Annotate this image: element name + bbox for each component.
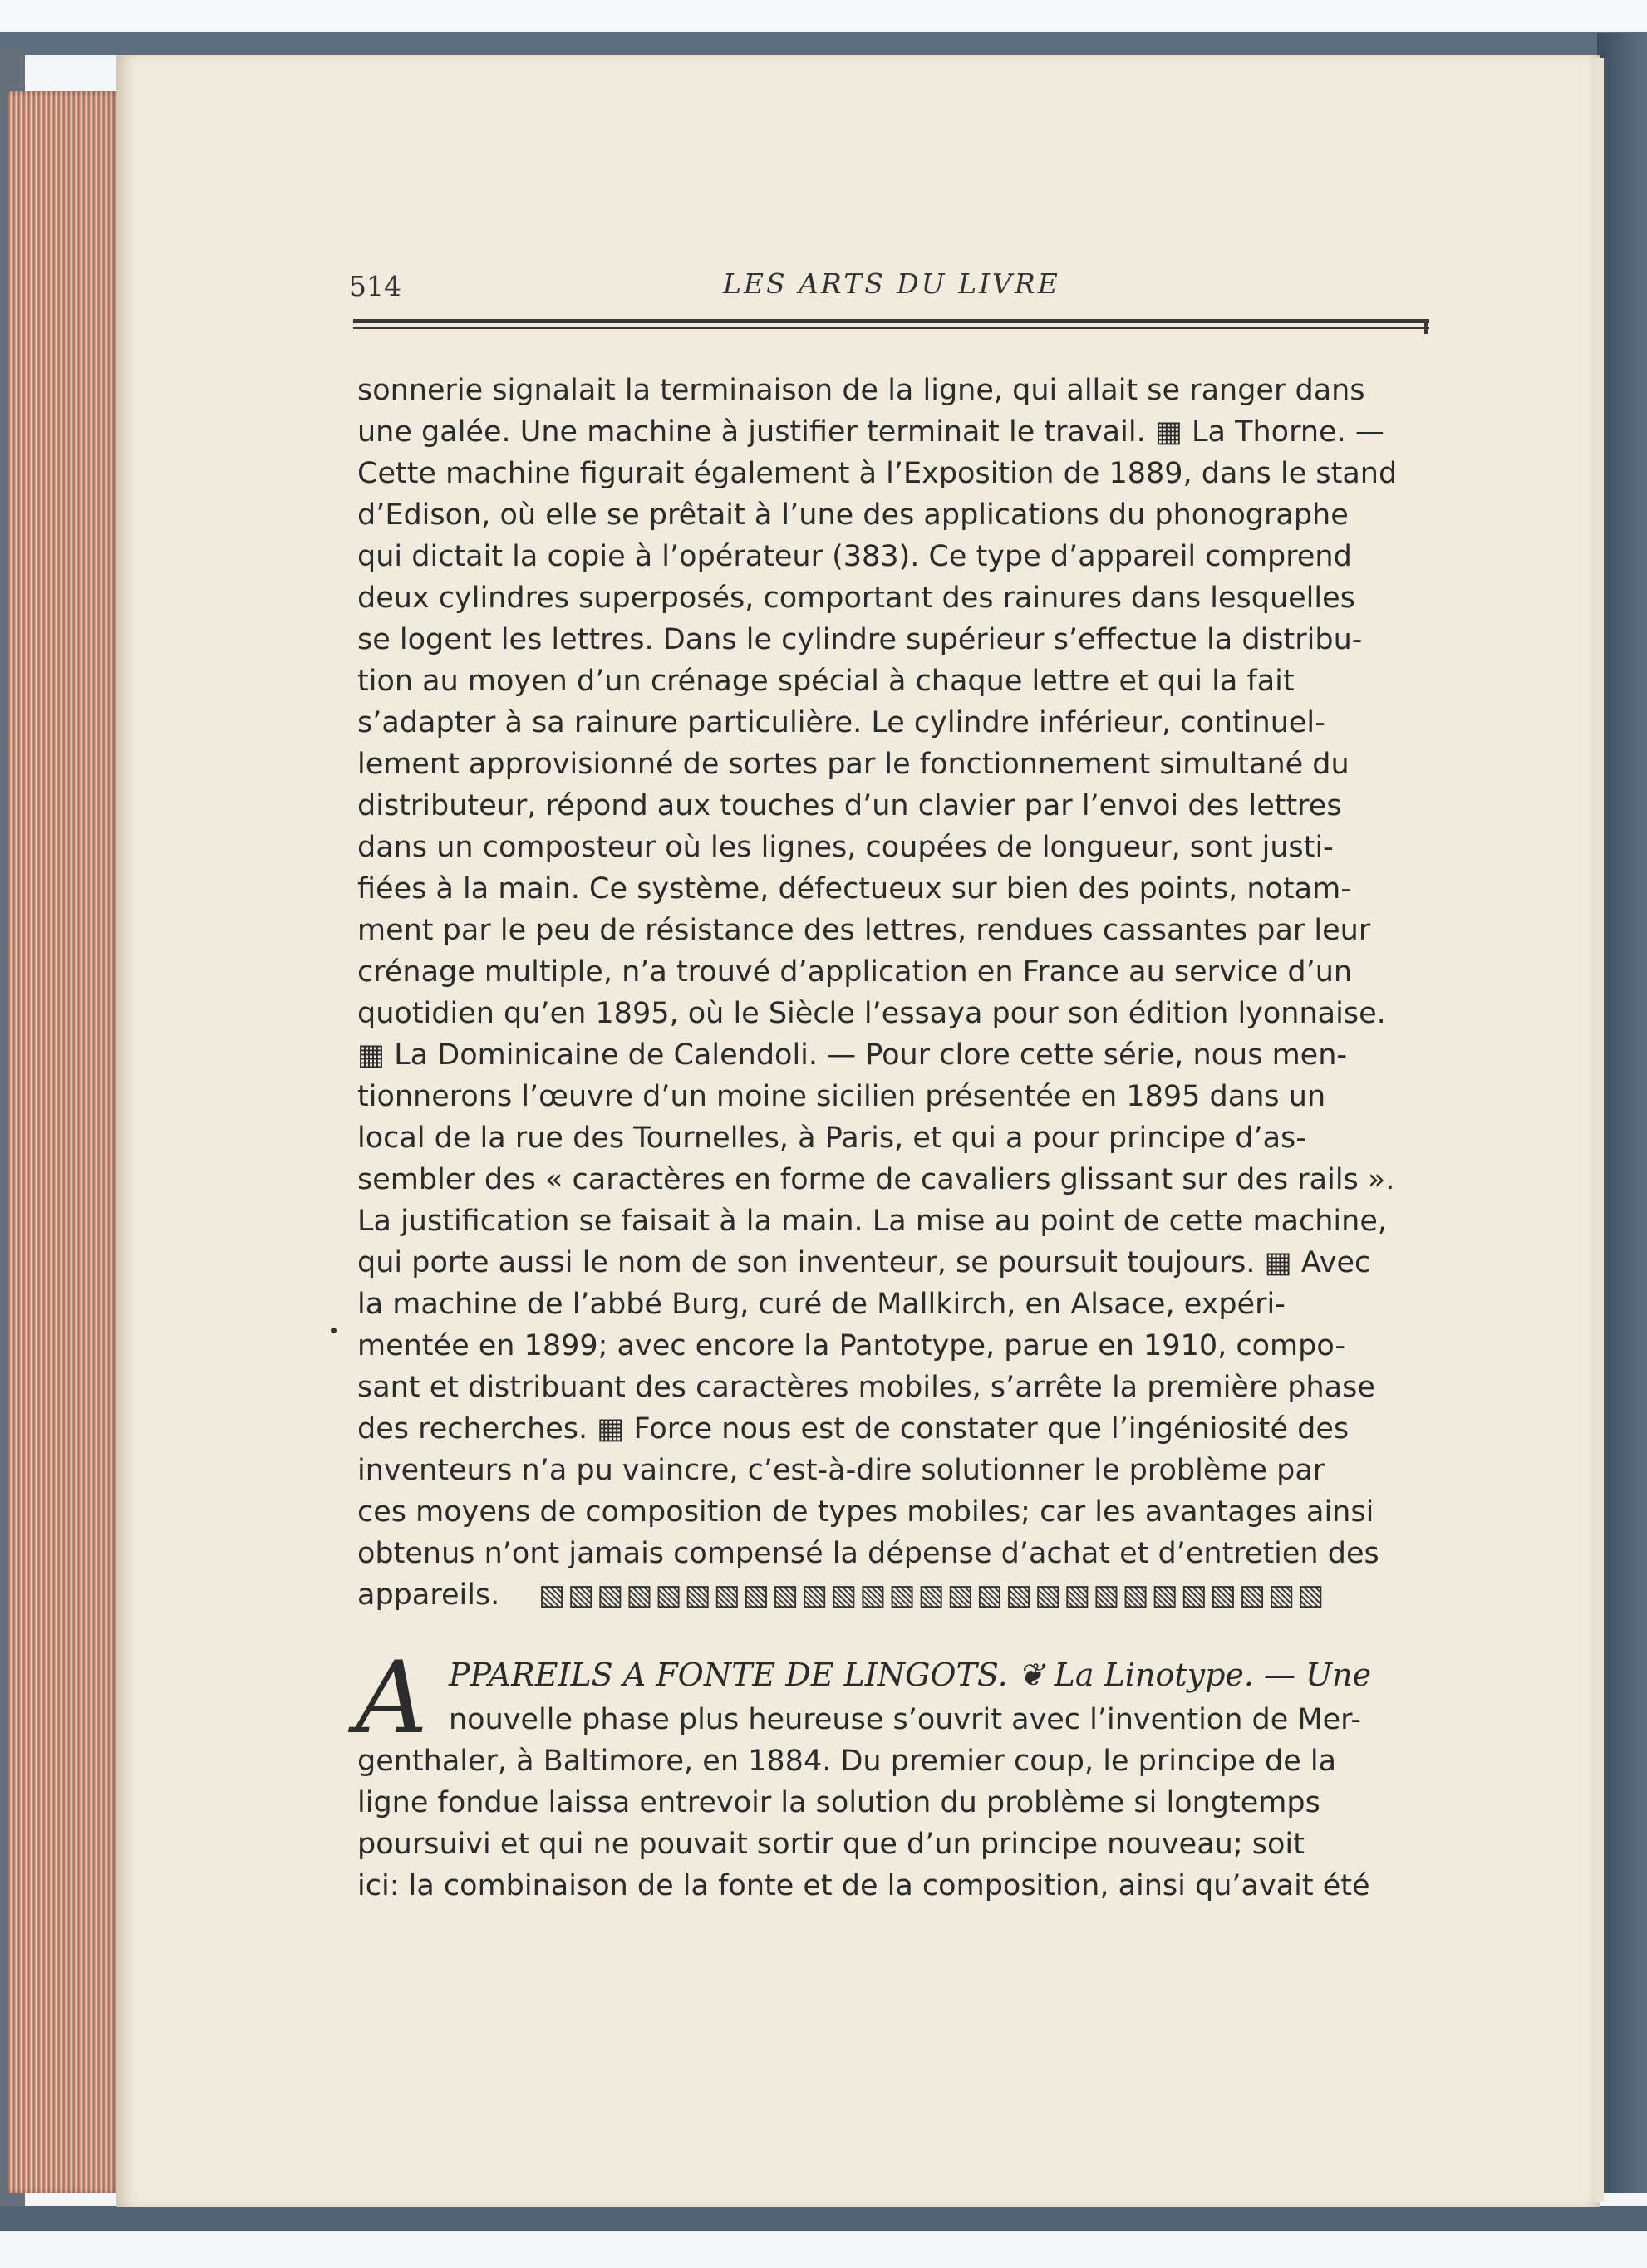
text-line: quotidien qu’en 1895, où le Siècle l’essaya pour son édition lyonnaise.: [357, 997, 1386, 1030]
text-line: poursuivi et qui ne pouvait sortir que d’un principe nouveau; soit: [357, 1828, 1305, 1861]
margin-mark: [331, 1328, 337, 1333]
page-number: 514: [349, 270, 401, 302]
text-line: ligne fondue laissa entrevoir la solution du problème si longtemps: [357, 1786, 1320, 1819]
text-line: fiées à la main. Ce système, défectueux sur bien des points, notam-: [357, 872, 1351, 906]
text-line: des recherches. ▦ Force nous est de constater que l’ingéniosité des: [357, 1412, 1350, 1446]
text-line: local de la rue des Tournelles, à Paris, et qui a pour principe d’as-: [357, 1122, 1306, 1155]
text-line: qui dictait la copie à l’opérateur (383). Ce type d’appareil comprend: [357, 540, 1352, 573]
running-head: LES ARTS DU LIVRE: [723, 268, 1060, 300]
ornament-row: ▧▧▧▧▧▧▧▧▧▧▧▧▧▧▧▧▧▧▧▧▧▧▧▧▧▧▧: [538, 1578, 1327, 1612]
book-cover-right: [1597, 33, 1647, 2193]
text-line: dans un composteur où les lignes, coupées de longueur, sont justi-: [357, 831, 1334, 864]
text-line: distributeur, répond aux touches d’un clavier par l’envoi des lettres: [357, 789, 1342, 822]
text-line: se logent les lettres. Dans le cylindre supérieur s’effectue la distribu-: [357, 623, 1363, 656]
text-line: obtenus n’ont jamais compensé la dépense d’achat et d’entretien des: [357, 1537, 1379, 1570]
text-line: deux cylindres superposés, comportant des rainures dans lesquelles: [357, 582, 1355, 615]
text-line: appareils.: [357, 1578, 500, 1612]
text-line: sembler des « caractères en forme de cavaliers glissant sur des rails ».: [357, 1163, 1395, 1196]
text-line: une galée. Une machine à justifier terminait le travail. ▦ La Thorne. —: [357, 415, 1384, 449]
text-line: d’Edison, où elle se prêtait à l’une des applications du phonographe: [357, 498, 1349, 532]
text-line: lement approvisionné de sortes par le fonctionnement simultané du: [357, 748, 1350, 781]
book-cover-top: [0, 32, 1647, 55]
text-line: nouvelle phase plus heureuse s’ouvrit avec l’invention de Mer-: [449, 1703, 1361, 1736]
text-line: ici: la combinaison de la fonte et de la composition, ainsi qu’avait été: [357, 1869, 1370, 1902]
text-line: s’adapter à sa rainure particulière. Le cylindre inférieur, continuel-: [357, 706, 1325, 739]
text-line: ces moyens de composition de types mobiles; car les avantages ainsi: [357, 1495, 1374, 1529]
header-rule-thin: [353, 327, 1429, 329]
header-rule-end: [1424, 322, 1428, 334]
text-line: La justification se faisait à la main. La mise au point de cette machine,: [357, 1205, 1387, 1238]
text-line: inventeurs n’a pu vaincre, c’est-à-dire solutionner le problème par: [357, 1454, 1325, 1487]
section-heading: PPAREILS A FONTE DE LINGOTS. ❦ La Linotype. — Une: [449, 1657, 1372, 1693]
header-rule: [353, 319, 1429, 323]
text-line: genthaler, à Baltimore, en 1884. Du premier coup, le principe de la: [357, 1745, 1337, 1778]
page-edges: [8, 91, 120, 2193]
text-line: sant et distribuant des caractères mobiles, s’arrête la première phase: [357, 1371, 1375, 1404]
book-cover-bottom: [0, 2206, 1647, 2231]
text-line: sonnerie signalait la terminaison de la ligne, qui allait se ranger dans: [357, 374, 1365, 407]
scan-background: [0, 0, 1647, 33]
text-line: Cette machine figurait également à l’Exposition de 1889, dans le stand: [357, 457, 1398, 490]
drop-cap: A: [356, 1641, 428, 1756]
text-line: mentée en 1899; avec encore la Pantotype, parue en 1910, compo-: [357, 1329, 1346, 1362]
text-line: tionnerons l’œuvre d’un moine sicilien présentée en 1895 dans un: [357, 1080, 1326, 1113]
text-line: la machine de l’abbé Burg, curé de Mallkirch, en Alsace, expéri-: [357, 1288, 1286, 1321]
text-line: ment par le peu de résistance des lettres, rendues cassantes par leur: [357, 914, 1371, 947]
next-page-edge: [1595, 58, 1604, 2202]
text-line: tion au moyen d’un crénage spécial à chaque lettre et qui la fait: [357, 665, 1295, 698]
text-line: qui porte aussi le nom de son inventeur, se poursuit toujours. ▦ Avec: [357, 1246, 1371, 1279]
text-line: crénage multiple, n’a trouvé d’application en France au service d’un: [357, 955, 1353, 989]
text-line: ▦ La Dominicaine de Calendoli. — Pour clore cette série, nous men-: [357, 1038, 1348, 1072]
